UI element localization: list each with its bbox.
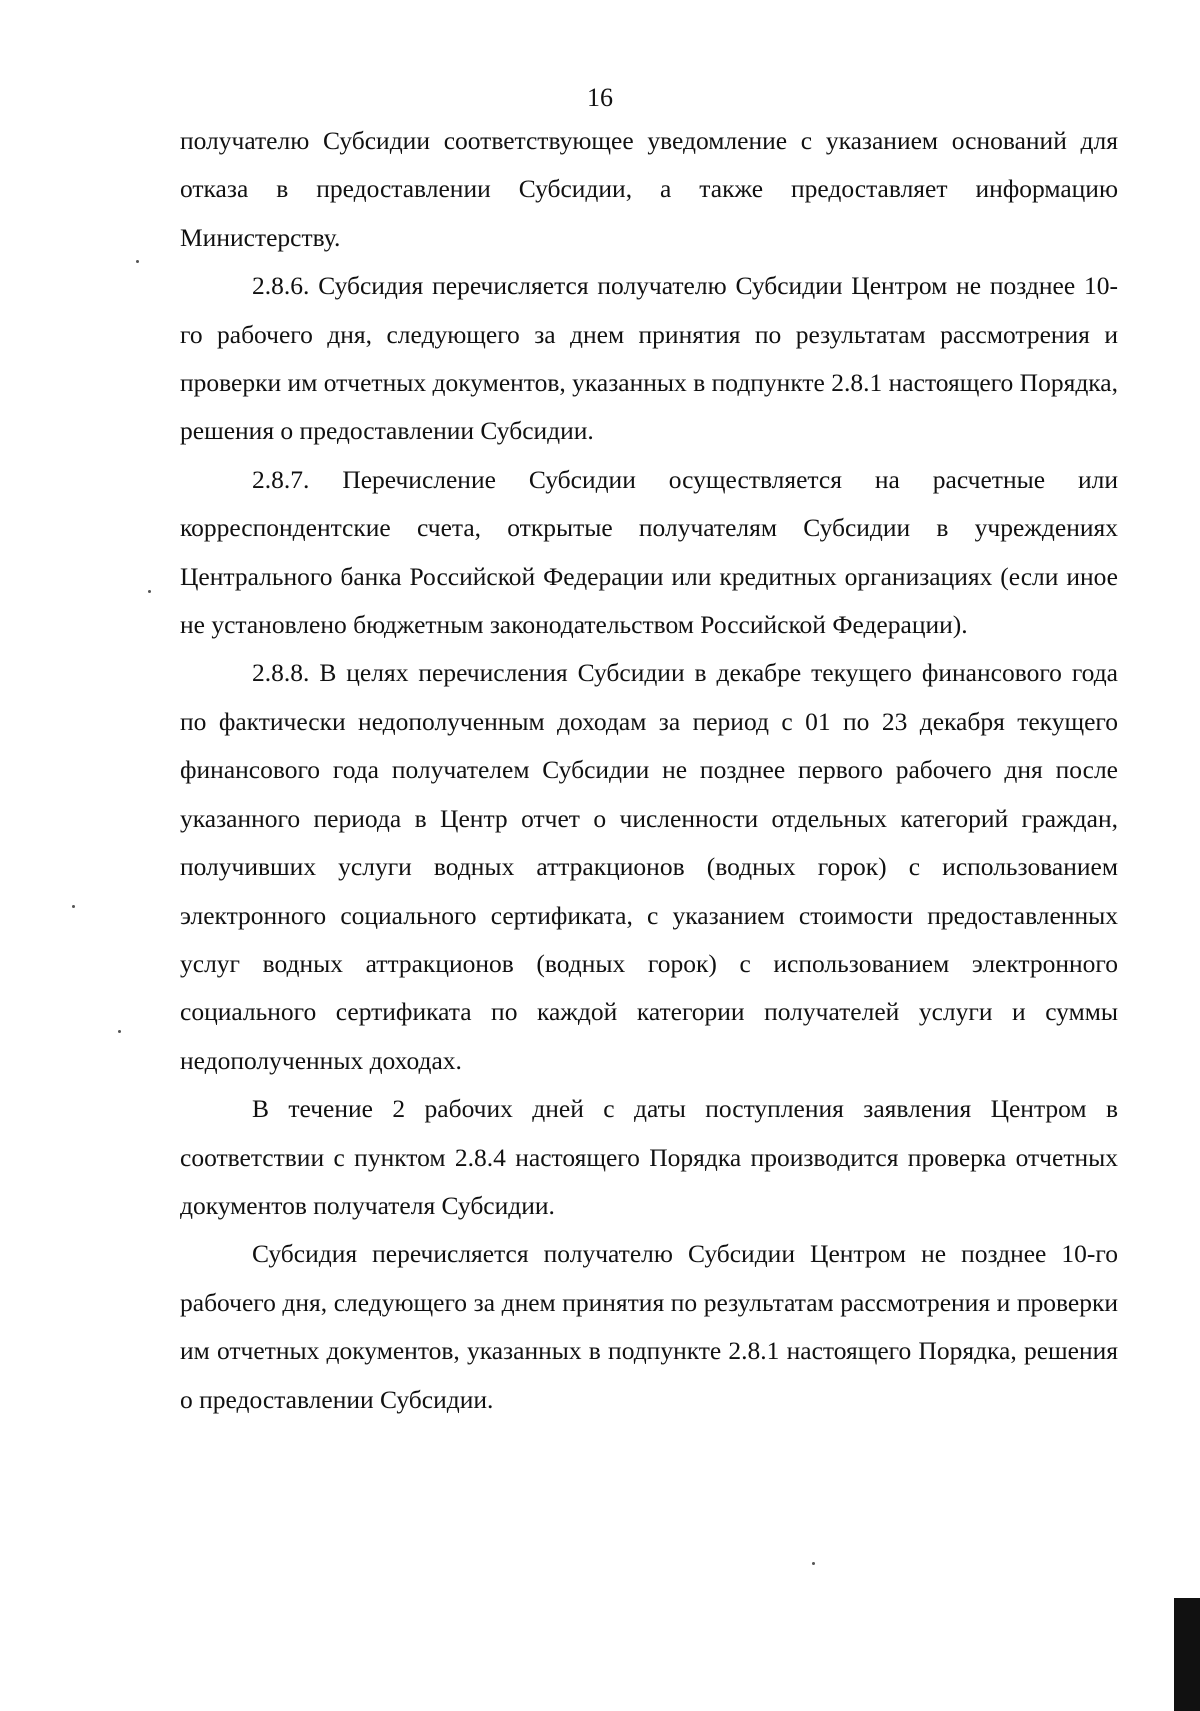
document-body <box>180 117 1118 1424</box>
scan-edge-mark <box>1174 1598 1200 1711</box>
paragraph-subsidy-transfer: Субсидия перечисляется получателю Субсидии Центром не позднее 10-го рабочего дня, следующего за днем принятия по результатам рассмотрения и проверки им отчетных документов, указанных в подпункте 2.8.1 настоящего Порядка, решения о предоставлении Субсидии. <box>180 1239 1118 1414</box>
paragraph-verification-term: В течение 2 рабочих дней с даты поступления заявления Центром в соответствии с пунктом 2.8.4 настоящего Порядка производится проверка отчетных документов получателя Субсидии. <box>180 1094 1118 1220</box>
page-number: 16 <box>587 83 613 112</box>
scan-speck <box>136 260 139 263</box>
scan-speck <box>118 1030 121 1033</box>
scan-speck <box>148 590 151 593</box>
paragraph-2-8-8: 2.8.8. В целях перечисления Субсидии в декабре текущего финансового года по фактически недополученным доходам за период с 01 по 23 декабря текущего финансового года получателем Субсидии не позднее первого рабочего дня после указанного периода в Центр отчет о численности отдельных категорий граждан, получивших услуги водных аттракционов (водных горок) с использованием электронного социального сертификата, с указанием стоимости предоставленных услуг водных аттракционов (водных горок) с использованием электронного социального сертификата по каждой категории получателей услуги и суммы недополученных доходах. <box>180 658 1118 1075</box>
paragraph-2-8-6: 2.8.6. Субсидия перечисляется получателю Субсидии Центром не позднее 10-го рабочего дня, следующего за днем принятия по результатам рассмотрения и проверки им отчетных документов, указанных в подпункте 2.8.1 настоящего Порядка, решения о предоставлении Субсидии. <box>180 271 1118 446</box>
paragraph-continuation: получателю Субсидии соответствующее уведомление с указанием оснований для отказа в предоставлении Субсидии, а также предоставляет информацию Министерству. <box>180 126 1118 252</box>
scan-speck <box>72 905 75 908</box>
paragraph-2-8-7: 2.8.7. Перечисление Субсидии осуществляется на расчетные или корреспондентские счета, открытые получателям Субсидии в учреждениях Центрального банка Российской Федерации или кредитных организациях (если иное не установлено бюджетным законодательством Российской Федерации). <box>180 464 1118 640</box>
scan-speck <box>812 1562 815 1565</box>
